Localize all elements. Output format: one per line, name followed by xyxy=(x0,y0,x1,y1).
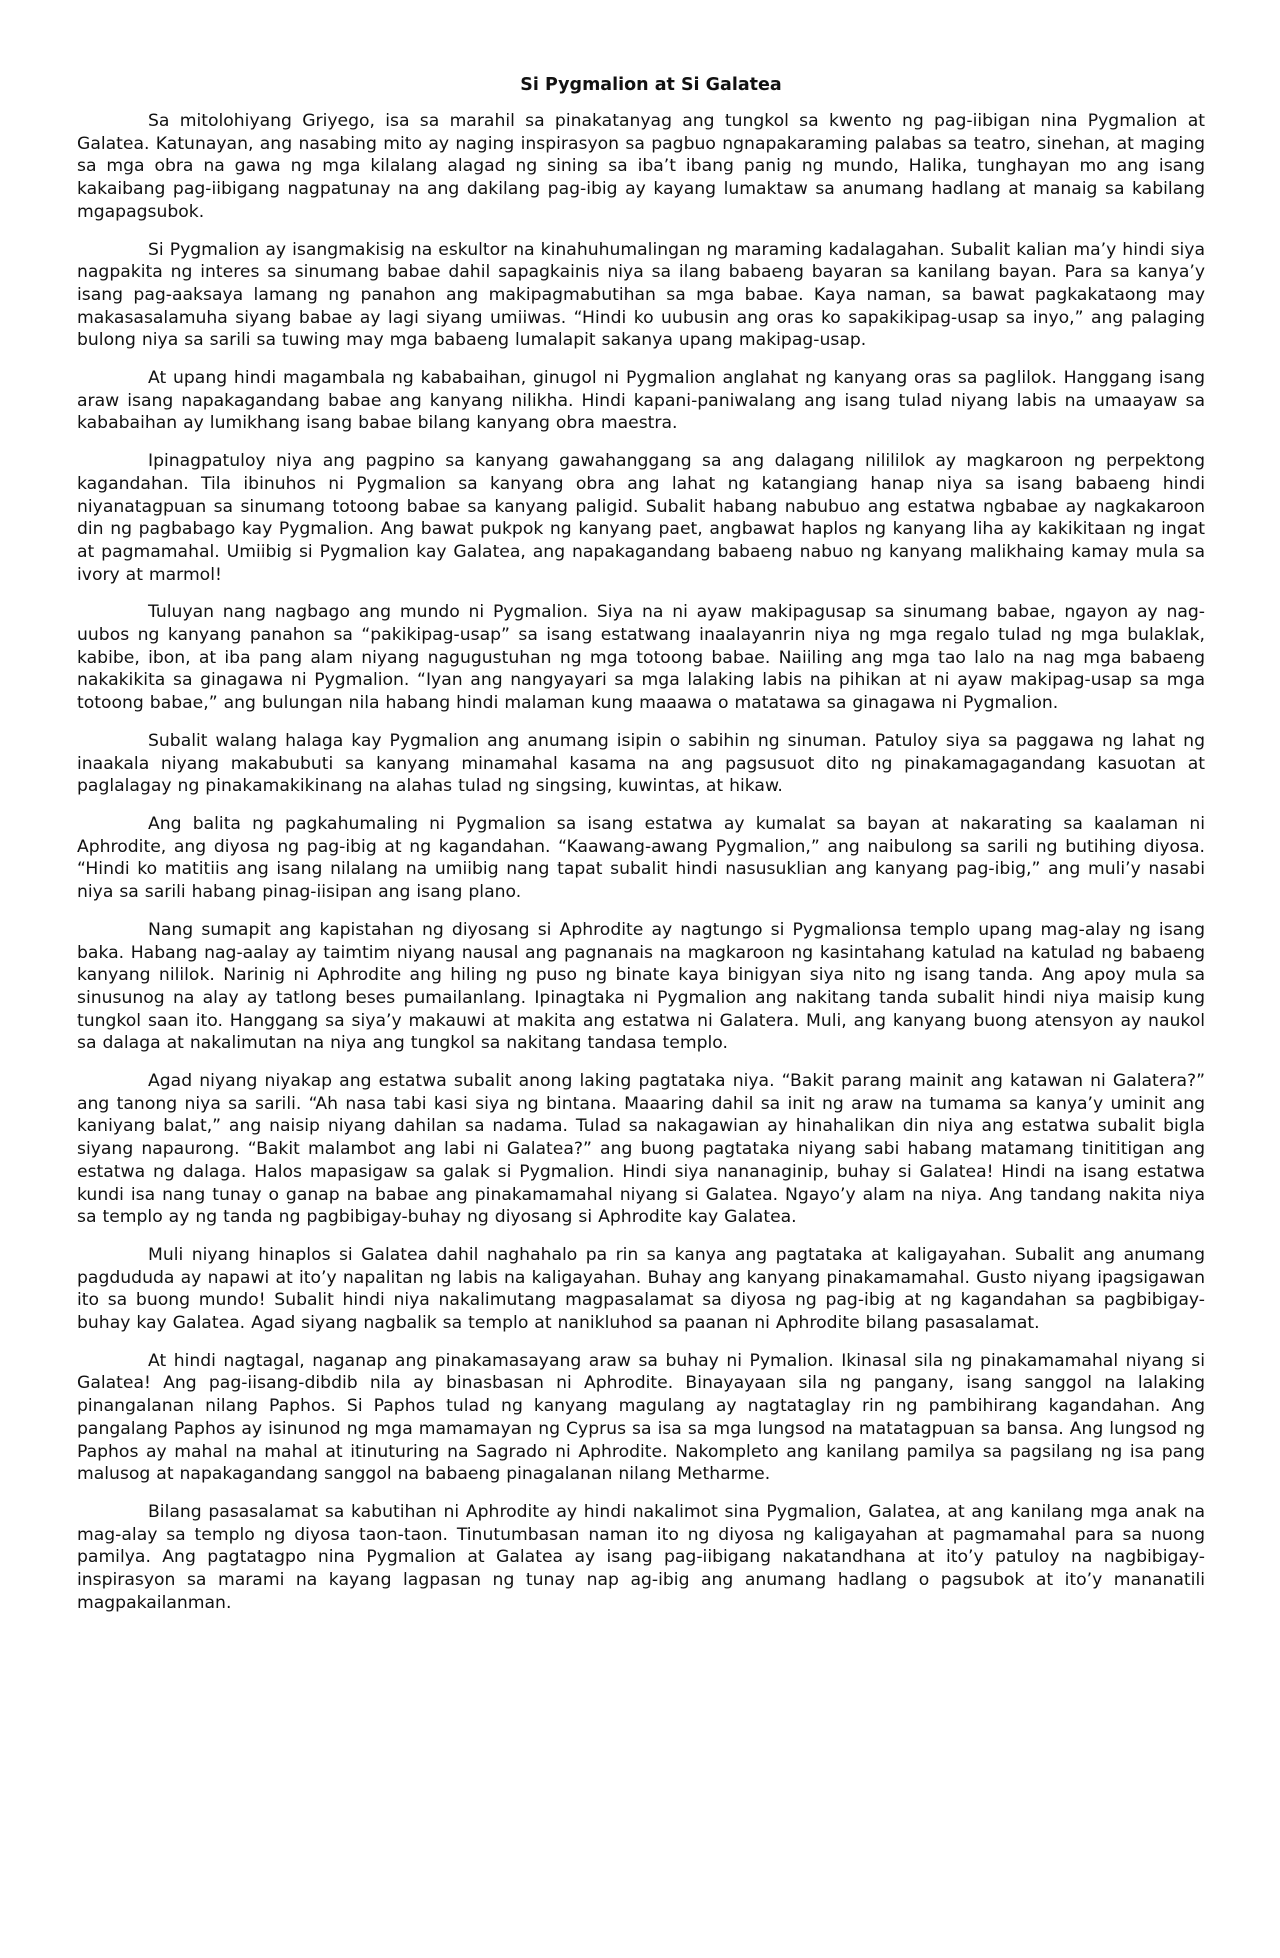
paragraph-8: Nang sumapit ang kapistahan ng diyosang si Aphrodite ay nagtungo si Pygmalionsa templo upang mag-alay ng isang baka. Habang nag-aalay ay taimtim niyang nausal ang pagnanais na magkaroon ng kasintahang katulad na katulad ng babaeng kanyang nililok. Narinig ni Aphrodite ang hiling ng puso ng binate kaya binigyan siya nito ng isang tanda. Ang apoy mula sa sinusunog na alay ay tatlong beses pumailanlang. Ipinagtaka ni Pygmalion ang nakitang tanda subalit hindi niya maisip kung tungkol saan ito. Hanggang sa siya’y makauwi at makita ang estatwa ni Galatera. Muli, ang kanyang buong atensyon ay naukol sa dalaga at nakalimutan na niya ang tungkol sa nakitang tandasa templo. xyxy=(77,919,1205,1054)
paragraph-12: Bilang pasasalamat sa kabutihan ni Aphrodite ay hindi nakalimot sina Pygmalion, Galatea, at ang kanilang mga anak na mag-alay sa templo ng diyosa taon-taon. Tinutumbasan naman ito ng diyosa ng kaligayahan at pagmamahal para sa nuong pamilya. Ang pagtatagpo nina Pygmalion at Galatea ay isang pag-iibigang nakatandhana at ito’y patuloy na nagbibigay-inspirasyon sa marami na kayang lagpasan ng tunay nap ag-ibig ang anumang hadlang o pagsubok at ito’y mananatili magpakailanman. xyxy=(77,1501,1205,1613)
paragraph-5: Tuluyan nang nagbago ang mundo ni Pygmalion. Siya na ni ayaw makipagusap sa sinumang babae, ngayon ay nag-uubos ng kanyang panahon sa “pakikipag-usap” sa isang estatwang inaalayanrin niya ng mga regalo tulad ng mga bulaklak, kabibe, ibon, at iba pang alam niyang nagugustuhan ng mga totoong babae. Naiiling ang mga tao lalo na nag mga babaeng nakakikita sa ginagawa ni Pygmalion. “Iyan ang nangyayari sa mga lalaking labis na pihikan at ni ayaw makipag-usap sa mga totoong babae,” ang bulungan nila habang hindi malaman kung maaawa o matatawa sa ginagawa ni Pygmalion. xyxy=(77,602,1205,714)
paragraph-11: At hindi nagtagal, naganap ang pinakamasayang araw sa buhay ni Pymalion. Ikinasal sila ng pinakamamahal niyang si Galatea! Ang pag-iisang-dibdib nila ay binasbasan ni Aphrodite. Binayayaan sila ng pangany, isang sanggol na lalaking pinangalanan nilang Paphos. Si Paphos tulad ng kanyang magulang ay nagtataglay rin ng pambihirang kagandahan. Ang pangalang Paphos ay isinunod ng mga mamamayan ng Cyprus sa isa sa mga lungsod na matatagpuan sa bansa. Ang lungsod ng Paphos ay mahal na mahal at itinuturing na Sagrado ni Aphrodite. Nakompleto ang kanilang pamilya sa pagsilang ng isa pang malusog at napakagandang sanggol na babaeng pinagalanan nilang Metharme. xyxy=(77,1350,1205,1485)
paragraph-6: Subalit walang halaga kay Pygmalion ang anumang isipin o sabihin ng sinuman. Patuloy siya sa paggawa ng lahat ng inaakala niyang makabubuti sa kanyang minamahal kasama na ang pagsusuot dito ng pinakamagagandang kasuotan at paglalagay ng pinakamakikinang na alahas tulad ng singsing, kuwintas, at hikaw. xyxy=(77,730,1205,797)
document-title: Si Pygmalion at Si Galatea xyxy=(520,75,782,95)
paragraph-10: Muli niyang hinaplos si Galatea dahil naghahalo pa rin sa kanya ang pagtataka at kaligayahan. Subalit ang anumang pagdududa ay napawi at ito’y napalitan ng labis na kaligayahan. Buhay ang kanyang pinakamamahal. Gusto niyang ipagsigawan ito sa buong mundo! Subalit hindi niya nakalimutang magpasalamat sa diyosa ng pag-ibig at ng kagandahan sa pagbibigay-buhay kay Galatea. Agad siyang nagbalik sa templo at nanikluhod sa paanan ni Aphrodite bilang pasasalamat. xyxy=(77,1244,1205,1334)
paragraph-1: Sa mitolohiyang Griyego, isa sa marahil sa pinakatanyag ang tungkol sa kwento ng pag-iibigan nina Pygmalion at Galatea. Katunayan, ang nasabing mito ay naging inspirasyon sa pagbuo ngnapakaraming palabas sa teatro, sinehan, at maging sa mga obra na gawa ng mga kilalang alagad ng sining sa iba’t ibang panig ng mundo, Halika, tunghayan mo ang isang kakaibang pag-iibigang nagpatunay na ang dakilang pag-ibig ay kayang lumaktaw sa anumang hadlang at manaig sa kabilang mgapagsubok. xyxy=(77,111,1205,222)
paragraph-9: Agad niyang niyakap ang estatwa subalit anong laking pagtataka niya. “Bakit parang mainit ang katawan ni Galatera?” ang tanong niya sa sarili. “Ah nasa tabi kasi siya ng bintana. Maaaring dahil sa init ng araw na tumama sa kanya’y uminit ang kaniyang balat,” ang naisip niyang dahilan sa nadama. Tulad sa nakagawian ay hinahalikan din niya ang estatwa subalit bigla siyang napaurong. “Bakit malambot ang labi ni Galatea?” ang buong pagtataka niyang sabi habang matamang tinititigan ang estatwa ng dalaga. Halos mapasigaw sa galak si Pygmalion. Hindi siya nananaginip, buhay si Galatea! Hindi na isang estatwa kundi isa nang tunay o ganap na babae ang pinakamamahal niyang si Galatea. Ngayo’y alam na niya. Ang tandang nakita niya sa templo ay ng tanda ng pagbibigay-buhay ng diyosang si Aphrodite kay Galatea. xyxy=(77,1071,1205,1228)
paragraph-3: At upang hindi magambala ng kababaihan, ginugol ni Pygmalion anglahat ng kanyang oras sa paglilok. Hanggang isang araw isang napakagandang babae ang kanyang nilikha. Hindi kapani-paniwalang ang isang tulad niyang labis na umaayaw sa kababaihan ay lumikhang isang babae bilang kanyang obra maestra. xyxy=(77,368,1205,434)
paragraph-4: Ipinagpatuloy niya ang pagpino sa kanyang gawahanggang sa ang dalagang nilililok ay magkaroon ng perpektong kagandahan. Tila ibinuhos ni Pygmalion sa kanyang obra ang lahat ng katangiang hanap niya sa isang babaeng hindi niyanatagpuan sa sinumang totoong babae sa kanyang paligid. Subalit habang nabubuo ang estatwa ngbabae ay nagkakaroon din ng pagbabago kay Pygmalion. Ang bawat pukpok ng kanyang paet, angbawat haplos ng kanyang liha ay kakikitaan ng ingat at pagmamahal. Umiibig si Pygmalion kay Galatea, ang napakagandang babaeng nabuo ng kanyang malikhaing kamay mula sa ivory at marmol! xyxy=(77,451,1205,585)
paragraph-7: Ang balita ng pagkahumaling ni Pygmalion sa isang estatwa ay kumalat sa bayan at nakarating sa kaalaman ni Aphrodite, ang diyosa ng pag-ibig at ng kagandahan. “Kaawang-awang Pygmalion,” ang naibulong sa sarili ng butihing diyosa. “Hindi ko matitiis ang isang nilalang na umiibig nang tapat subalit hindi nasusuklian ang kanyang pag-ibig,” ang muli’y nasabi niya sa sarili habang pinag-iisipan ang isang plano. xyxy=(77,813,1205,903)
paragraph-2: Si Pygmalion ay isangmakisig na eskultor na kinahuhumalingan ng maraming kadalagahan. Subalit kalian ma’y hindi siya nagpakita ng interes sa sinumang babae dahil sapagkainis niya sa ilang babaeng bayaran sa kanilang bayan. Para sa kanya’y isang pag-aaksaya lamang ng panahon ang makipagmabutihan sa mga babae. Kaya naman, sa bawat pagkakataong may makasasalamuha siyang babae ay lagi siyang umiiwas. “Hindi ko uubusin ang oras ko sapakikipag-usap sa inyo,” ang palaging bulong niya sa sarili sa tuwing may mga babaeng lumalapit sakanya upang makipag-usap. xyxy=(77,239,1205,351)
